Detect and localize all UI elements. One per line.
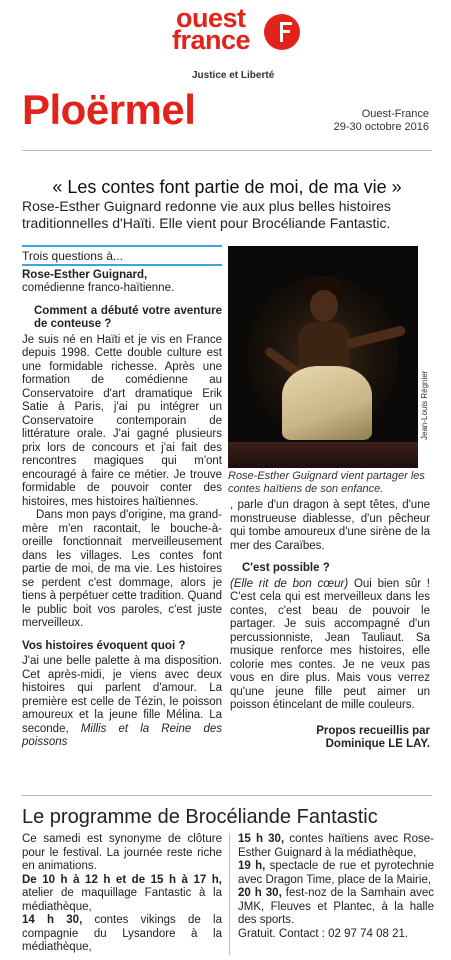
photo-caption: Rose-Esther Guignard vient partager les contes haïtiens de son enfance.	[228, 470, 425, 495]
programme-desc: fest-noz de la Samhain avec JMK, Fleuves et Plantec, à la halle des sports.	[238, 887, 434, 926]
answer-2-paragraph-1	[22, 655, 222, 750]
answer-2-text: J'ai une belle palette à ma disposition. Cet après-midi, je viens avec deux histoires qui parlent d'amour. La première est celle de Tézin, le poisson amoureux et la jeune fille Mélina. La seconde,	[22, 655, 222, 735]
source-date: 29-30 octobre 2016	[333, 121, 429, 133]
accent-bar	[22, 264, 222, 266]
programme-item	[238, 887, 434, 928]
top-divider	[22, 150, 432, 151]
answer-2-continued: , parle d'un dragon à sept têtes, d'une monstrueuse diablesse, d'un pêcheur qui tombe amoureux d'une sirène de la mer des Caraïbes.	[230, 499, 430, 552]
logo-word-france: france	[172, 25, 251, 55]
logo-word-ouest: ouest	[176, 3, 246, 33]
programme-time: 19 h,	[238, 860, 266, 872]
interview-label: Trois questions à...	[22, 249, 123, 263]
byline-line-2: Dominique LE LAY.	[325, 738, 430, 750]
programme-time: De 10 h à 12 h et de 15 h à 17 h,	[22, 873, 222, 886]
accent-bar	[22, 245, 222, 247]
question-2: Vos histoires évoquent quoi ?	[22, 639, 186, 652]
programme-column-right	[238, 833, 434, 941]
programme-item	[238, 833, 434, 860]
answer-3-aside: (Elle rit de bon cœur)	[230, 577, 349, 590]
programme-title: Le programme de Brocéliande Fantastic	[22, 806, 378, 828]
interviewee-role: comédienne franco-haïtienne.	[22, 282, 175, 294]
answer-1-paragraph-2: Dans mon pays d'origine, ma grand-mère m'en racontait, le bouche-à-oreille fonctionnait merveilleusement dans les villages. Les contes font partie de moi, de ma vie. Les histoires se perdent c'est dommage, alors je tiens à perpétuer cette tradition. Quand le public boit vos paroles, c'est juste merveilleux.	[22, 509, 222, 629]
logo-tagline: Justice et Liberté	[192, 70, 275, 81]
answer-3-paragraph-1	[230, 578, 430, 713]
source-name: Ouest-France	[361, 108, 429, 120]
interviewee-name: Rose-Esther Guignard,	[22, 268, 148, 281]
article-standfirst: Rose-Esther Guignard redonne vie aux plus belles histoires traditionnelles d'Haïti. Elle vient pour Brocéliande Fantastic.	[22, 198, 391, 231]
answer-2-tale-title: Millis et la Reine des poissons	[22, 722, 222, 748]
programme-desc: atelier de maquillage Fantastic à la médiathèque,	[22, 887, 222, 913]
page-section-title: Ploërmel	[22, 86, 196, 133]
source-block	[334, 108, 429, 134]
byline	[230, 725, 430, 752]
photo-credit: Jean-Louis Régnier	[420, 370, 429, 440]
storyteller-photo	[228, 246, 418, 468]
programme-desc: spectacle de rue et pyrotechnie avec Dragon Time, place de la Mairie,	[238, 860, 434, 886]
answer-3-text: Oui bien sûr ! C'est cela qui est merveilleux dans les contes, c'est beau de pouvoir le partager. Je suis accompagné d'un percussionniste, Jean Tauliaut. Sa musique renforce mes histoires, elle colorie mes contes. Je ne veux pas vous en dire plus. Mais vous verrez qu'une jeune fille peut aimer un poisson étincelant de mille couleurs.	[230, 577, 430, 711]
byline-line-1: Propos recueillis par	[316, 724, 430, 737]
programme-divider	[22, 795, 432, 796]
programme-item	[22, 874, 222, 915]
programme-desc: contes vikings de la compagnie du Lysandore à la médiathèque,	[22, 914, 222, 953]
ouest-france-logo	[172, 2, 282, 72]
article-column-left	[22, 245, 222, 750]
answer-1-paragraph-1: Je suis né en Haïti et je vis en France depuis 1998. Cette double culture est une formidable richesse. Après une formation de comédienne au Conservatoire d'art dramatique Erik Satie à Paris, j'ai pu intégrer un Conservatoire contemporain de littérature orale. J'ai gagné plusieurs prix lors de concours et j'ai fait des rencontres magiques qui m'ont encouragé à faire ce métier. Je trouve formidable de pouvoir conter des histoires, mes histoires haïtiennes.	[22, 333, 222, 508]
article-column-right	[230, 499, 430, 752]
question-3: C'est possible ?	[242, 562, 330, 574]
programme-desc: contes haïtiens avec Rose-Esther Guignard à la médiathèque,	[238, 833, 434, 859]
column-divider	[229, 833, 230, 955]
programme-time: 15 h 30,	[238, 833, 285, 845]
programme-item	[22, 914, 222, 955]
article-headline: « Les contes font partie de moi, de ma vie »	[52, 177, 402, 197]
programme-intro: Ce samedi est synonyme de clôture pour le festival. La journée reste riche en animations.	[22, 833, 222, 872]
programme-time: 14 h 30,	[22, 914, 83, 926]
programme-contact: Gratuit. Contact : 02 97 74 08 21.	[238, 927, 409, 940]
question-1: Comment a débuté votre aventure de conteuse ?	[34, 304, 222, 330]
programme-time: 20 h 30,	[238, 887, 282, 899]
programme-item	[238, 860, 434, 887]
programme-column-left	[22, 833, 222, 955]
logo-symbol-icon	[264, 14, 300, 50]
